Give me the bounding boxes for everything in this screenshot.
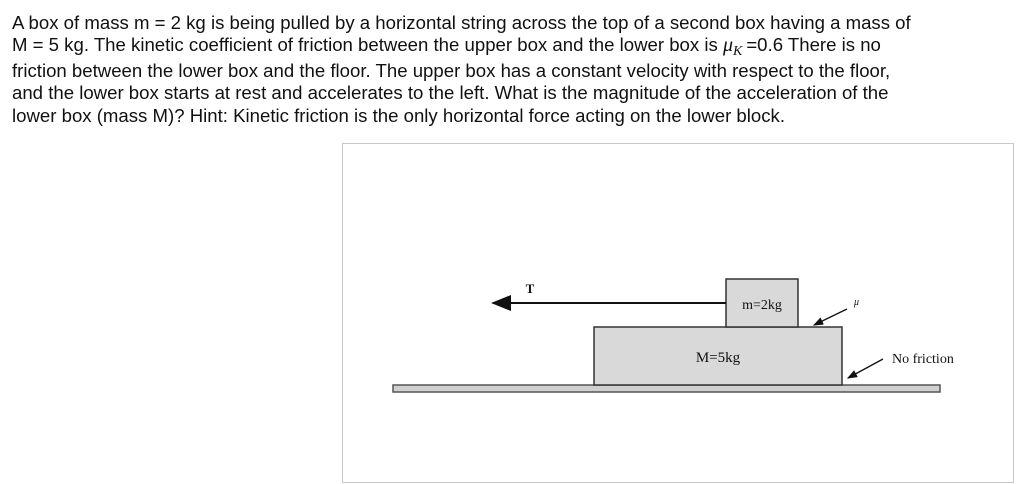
lower-box-label: M=5kg <box>695 350 741 366</box>
question-line-1: A box of mass m = 2 kg is being pulled by a horizontal string across the top of a second box having a mass of <box>12 12 911 33</box>
question-line-3: friction between the lower box and the floor. The upper box has a constant velocity with respect to the floor, <box>12 59 891 81</box>
question-line-2-end: =0.6 There is no <box>746 34 881 56</box>
question-line-4: and the lower box starts at rest and accelerates to the left. What is the magnitude of the acceleration of the <box>12 82 889 104</box>
mu-label: μ <box>854 297 860 308</box>
tension-label: T <box>525 281 535 296</box>
floor <box>393 385 940 392</box>
diagram-svg <box>343 144 1015 484</box>
question-line-2-start: M = 5 kg. The kinetic coefficient of friction between the upper box and the lower box is <box>12 34 723 56</box>
mu-pointer-arrow <box>814 309 847 325</box>
upper-box-label: m=2kg <box>742 298 782 313</box>
mu-symbol: μ <box>722 34 733 57</box>
question-line-5: lower box (mass M)? Hint: Kinetic friction is the only horizontal force acting on the lower block. <box>12 104 786 126</box>
no-friction-label: No friction <box>892 352 954 367</box>
question-line-2 <box>12 34 1016 59</box>
mu-subscript: K <box>732 44 743 60</box>
diagram-figure <box>342 143 1014 483</box>
no-friction-pointer-arrow <box>848 359 883 378</box>
question-text <box>12 12 1016 127</box>
